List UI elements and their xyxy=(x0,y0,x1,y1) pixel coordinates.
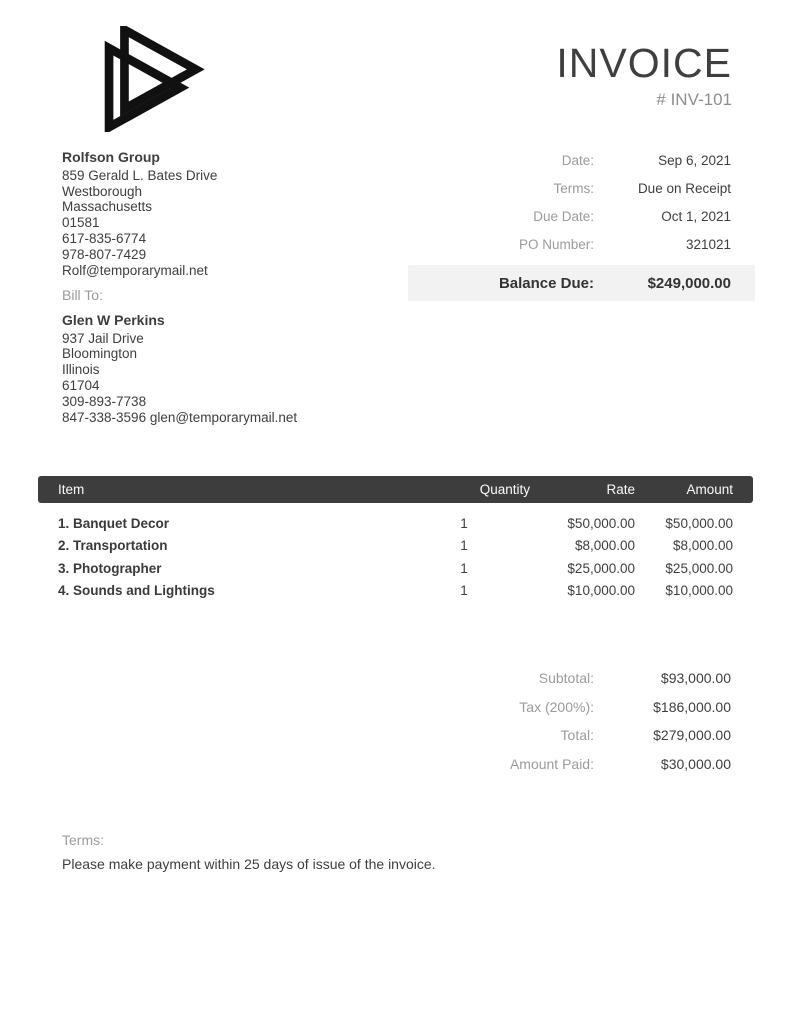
company-zip: 01581 xyxy=(62,215,100,231)
balance-due-value: $249,000.00 xyxy=(647,274,731,292)
company-phone-2: 978-807-7429 xyxy=(62,246,147,262)
bill-to-phone: 309-893-7738 xyxy=(62,393,147,409)
terms-footer-label: Terms: xyxy=(62,832,104,848)
table-row xyxy=(58,535,733,558)
item-rate: $25,000.00 xyxy=(567,560,635,576)
tax-label: Tax (200%): xyxy=(519,698,594,715)
terms-value: Due on Receipt xyxy=(637,180,731,196)
date-value: Sep 6, 2021 xyxy=(658,152,731,168)
item-quantity: 1 xyxy=(460,538,468,554)
item-amount: $25,000.00 xyxy=(665,560,733,576)
header-amount: Amount xyxy=(686,482,733,497)
items-table xyxy=(38,476,753,602)
meta-row-terms xyxy=(408,174,755,202)
item-rate: $50,000.00 xyxy=(567,515,635,531)
subtotal-label: Subtotal: xyxy=(538,670,594,687)
totals-row-subtotal xyxy=(408,664,755,693)
due-date-value: Oct 1, 2021 xyxy=(661,208,731,224)
company-logo xyxy=(94,26,206,132)
bill-to-street: 937 Jail Drive xyxy=(62,330,144,346)
item-name: 4. Sounds and Lightings xyxy=(58,583,215,599)
po-number-label: PO Number: xyxy=(518,236,594,252)
date-label: Date: xyxy=(561,152,594,168)
company-address-block xyxy=(62,150,217,278)
item-quantity: 1 xyxy=(460,583,468,599)
total-value: $279,000.00 xyxy=(653,727,731,744)
po-number-value: 321021 xyxy=(685,236,731,252)
item-name: 2. Transportation xyxy=(58,538,168,554)
amount-paid-value: $30,000.00 xyxy=(660,755,731,772)
due-date-label: Due Date: xyxy=(533,208,594,224)
company-phone-1: 617-835-6774 xyxy=(62,230,147,246)
terms-label: Terms: xyxy=(553,180,594,196)
tax-value: $186,000.00 xyxy=(653,698,731,715)
item-name: 1. Banquet Decor xyxy=(58,515,170,531)
subtotal-value: $93,000.00 xyxy=(660,670,731,687)
company-name: Rolfson Group xyxy=(62,149,160,165)
invoice-title: INVOICE xyxy=(556,40,732,86)
item-amount: $10,000.00 xyxy=(665,583,733,599)
table-row xyxy=(58,580,733,603)
invoice-title-block xyxy=(556,40,732,110)
item-rate: $10,000.00 xyxy=(567,583,635,599)
company-state: Massachusetts xyxy=(62,199,153,215)
items-table-header xyxy=(38,476,753,503)
item-rate: $8,000.00 xyxy=(574,538,635,554)
totals-row-total xyxy=(408,721,755,750)
company-city: Westborough xyxy=(62,183,143,199)
bill-to-state: Illinois xyxy=(62,362,100,378)
invoice-number: # INV-101 xyxy=(656,90,732,109)
meta-row-due-date xyxy=(408,202,755,230)
totals-block xyxy=(408,664,755,778)
header-quantity: Quantity xyxy=(479,482,530,497)
header-rate: Rate xyxy=(606,482,635,497)
bill-to-zip: 61704 xyxy=(62,377,100,393)
bill-to-city: Bloomington xyxy=(62,346,138,362)
bill-to-name: Glen W Perkins xyxy=(62,311,165,328)
company-street: 859 Gerald L. Bates Drive xyxy=(62,167,218,183)
bill-to-block xyxy=(62,288,297,425)
bill-to-label: Bill To: xyxy=(62,287,103,303)
items-table-body xyxy=(38,512,753,602)
table-row xyxy=(58,512,733,535)
balance-due-label: Balance Due: xyxy=(498,274,594,292)
bill-to-phone-email: 847-338-3596 glen@temporarymail.net xyxy=(62,409,298,425)
totals-row-tax xyxy=(408,693,755,722)
table-row xyxy=(58,557,733,580)
balance-due-band xyxy=(408,265,755,301)
company-email: Rolf@temporarymail.net xyxy=(62,262,208,278)
item-name: 3. Photographer xyxy=(58,560,162,576)
item-amount: $50,000.00 xyxy=(665,515,733,531)
meta-row-date xyxy=(408,146,755,174)
meta-row-po-number xyxy=(408,230,755,258)
terms-footer-text: Please make payment within 25 days of issue of the invoice. xyxy=(62,856,436,872)
header-item: Item xyxy=(58,482,85,497)
terms-footer xyxy=(62,832,436,872)
amount-paid-label: Amount Paid: xyxy=(509,755,594,772)
double-triangle-logo-icon xyxy=(94,26,206,132)
totals-row-amount-paid xyxy=(408,750,755,779)
total-label: Total: xyxy=(560,727,594,744)
item-quantity: 1 xyxy=(460,515,468,531)
item-amount: $8,000.00 xyxy=(672,538,733,554)
invoice-meta-block xyxy=(408,146,755,301)
item-quantity: 1 xyxy=(460,560,468,576)
